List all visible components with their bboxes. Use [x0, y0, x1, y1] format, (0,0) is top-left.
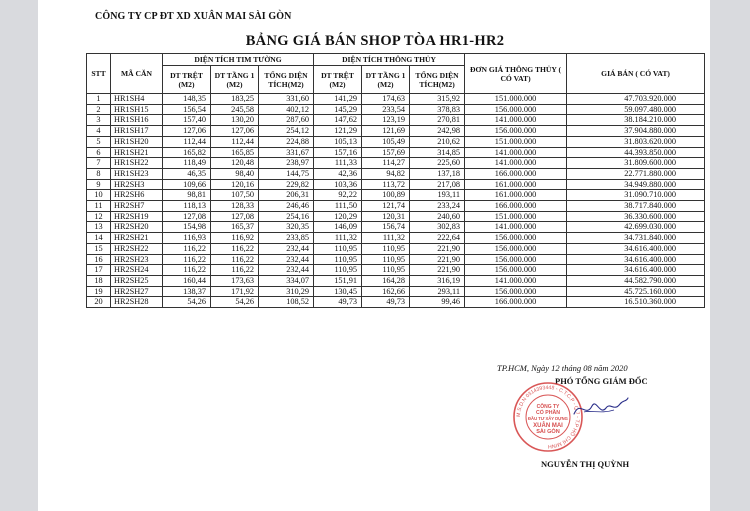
cell-ma-can: HR2SH6 — [111, 190, 163, 201]
cell-don-gia: 151.000.000 — [465, 211, 567, 222]
cell-tang1-tim-tuong: 128,33 — [211, 201, 259, 212]
cell-don-gia: 156.000.000 — [465, 254, 567, 265]
cell-tret-thong-thuy: 42,36 — [314, 168, 362, 179]
cell-tong-tim-tuong: 254,12 — [259, 126, 314, 137]
cell-tong-tim-tuong: 229,82 — [259, 179, 314, 190]
cell-tret-tim-tuong: 157,40 — [163, 115, 211, 126]
table-row — [87, 222, 705, 233]
cell-gia-ban: 34.731.840.000 — [567, 233, 705, 244]
cell-don-gia: 156.000.000 — [465, 233, 567, 244]
cell-ma-can: HR2SH28 — [111, 297, 163, 308]
cell-tong-tim-tuong: 334,07 — [259, 275, 314, 286]
cell-stt: 19 — [87, 286, 111, 297]
cell-stt: 9 — [87, 179, 111, 190]
cell-ma-can: HR1SH23 — [111, 168, 163, 179]
cell-ma-can: HR1SH17 — [111, 126, 163, 137]
cell-tang1-tim-tuong: 173,63 — [211, 275, 259, 286]
cell-ma-can: HR2SH3 — [111, 179, 163, 190]
cell-tret-tim-tuong: 112,44 — [163, 136, 211, 147]
cell-tong-tim-tuong: 331,60 — [259, 94, 314, 105]
cell-ma-can: HR2SH21 — [111, 233, 163, 244]
cell-tret-tim-tuong: 138,37 — [163, 286, 211, 297]
cell-gia-ban: 59.097.480.000 — [567, 104, 705, 115]
cell-tret-tim-tuong: 154,98 — [163, 222, 211, 233]
table-row — [87, 265, 705, 276]
cell-tret-tim-tuong: 116,22 — [163, 254, 211, 265]
cell-tang1-tim-tuong: 165,85 — [211, 147, 259, 158]
header-stt: STT — [87, 54, 111, 94]
cell-ma-can: HR1SH22 — [111, 158, 163, 169]
header-tret-thong-thuy: DT TRỆT (M2) — [314, 66, 362, 94]
cell-tang1-tim-tuong: 245,58 — [211, 104, 259, 115]
cell-stt: 6 — [87, 147, 111, 158]
price-table — [86, 53, 705, 308]
cell-tong-thong-thuy: 222,64 — [410, 233, 465, 244]
cell-gia-ban: 47.703.920.000 — [567, 94, 705, 105]
cell-don-gia: 151.000.000 — [465, 136, 567, 147]
cell-tong-tim-tuong: 224,88 — [259, 136, 314, 147]
cell-gia-ban: 31.090.710.000 — [567, 190, 705, 201]
cell-tong-thong-thuy: 270,81 — [410, 115, 465, 126]
cell-ma-can: HR2SH19 — [111, 211, 163, 222]
cell-don-gia: 166.000.000 — [465, 297, 567, 308]
cell-tong-tim-tuong: 232,44 — [259, 254, 314, 265]
table-row — [87, 136, 705, 147]
cell-tang1-tim-tuong: 116,92 — [211, 233, 259, 244]
cell-gia-ban: 34.616.400.000 — [567, 265, 705, 276]
cell-gia-ban: 31.809.600.000 — [567, 158, 705, 169]
signer-name: NGUYỄN THỊ QUỲNH — [541, 459, 630, 469]
cell-tret-thong-thuy: 151,91 — [314, 275, 362, 286]
cell-ma-can: HR2SH24 — [111, 265, 163, 276]
handwritten-signature — [570, 392, 630, 422]
cell-tong-thong-thuy: 217,08 — [410, 179, 465, 190]
cell-stt: 2 — [87, 104, 111, 115]
cell-tang1-tim-tuong: 165,37 — [211, 222, 259, 233]
company-name: CÔNG TY CP ĐT XD XUÂN MAI SÀI GÒN — [95, 11, 292, 22]
table-row — [87, 190, 705, 201]
cell-tong-tim-tuong: 233,85 — [259, 233, 314, 244]
table-row — [87, 115, 705, 126]
cell-tong-tim-tuong: 232,44 — [259, 265, 314, 276]
cell-tret-tim-tuong: 116,22 — [163, 265, 211, 276]
cell-tret-thong-thuy: 111,32 — [314, 233, 362, 244]
cell-tang1-thong-thuy: 113,72 — [362, 179, 410, 190]
cell-tang1-thong-thuy: 94,82 — [362, 168, 410, 179]
table-row — [87, 168, 705, 179]
cell-stt: 20 — [87, 297, 111, 308]
table-body — [87, 94, 705, 308]
cell-tret-tim-tuong: 109,66 — [163, 179, 211, 190]
cell-tong-thong-thuy: 233,24 — [410, 201, 465, 212]
cell-don-gia: 156.000.000 — [465, 243, 567, 254]
cell-gia-ban: 38.717.840.000 — [567, 201, 705, 212]
cell-stt: 1 — [87, 94, 111, 105]
cell-tang1-tim-tuong: 127,06 — [211, 126, 259, 137]
cell-tang1-tim-tuong: 54,26 — [211, 297, 259, 308]
cell-stt: 18 — [87, 275, 111, 286]
cell-ma-can: HR2SH23 — [111, 254, 163, 265]
cell-tret-tim-tuong: 118,49 — [163, 158, 211, 169]
cell-don-gia: 151.000.000 — [465, 94, 567, 105]
table-row — [87, 254, 705, 265]
cell-ma-can: HR2SH20 — [111, 222, 163, 233]
table-row — [87, 233, 705, 244]
header-tang1-thong-thuy: DT TẦNG 1 (M2) — [362, 66, 410, 94]
cell-tang1-thong-thuy: 111,32 — [362, 233, 410, 244]
cell-tang1-tim-tuong: 116,22 — [211, 243, 259, 254]
cell-gia-ban: 16.510.360.000 — [567, 297, 705, 308]
cell-tong-thong-thuy: 242,98 — [410, 126, 465, 137]
cell-tret-thong-thuy: 92,22 — [314, 190, 362, 201]
stamp-line: XUÂN MAI — [533, 423, 563, 429]
cell-tong-thong-thuy: 210,62 — [410, 136, 465, 147]
cell-tret-thong-thuy: 110,95 — [314, 243, 362, 254]
cell-gia-ban: 38.184.210.000 — [567, 115, 705, 126]
header-tong-thong-thuy: TỔNG DIỆN TÍCH(M2) — [410, 66, 465, 94]
cell-ma-can: HR2SH7 — [111, 201, 163, 212]
table-row — [87, 179, 705, 190]
stamp-line: SÀI GÒN — [536, 429, 560, 435]
cell-tang1-tim-tuong: 171,92 — [211, 286, 259, 297]
cell-tret-thong-thuy: 49,73 — [314, 297, 362, 308]
table-row — [87, 158, 705, 169]
stamp-line: ĐẦU TƯ XÂY DỰNG — [528, 416, 568, 421]
cell-don-gia: 161.000.000 — [465, 179, 567, 190]
cell-tret-tim-tuong: 156,54 — [163, 104, 211, 115]
cell-tret-thong-thuy: 121,29 — [314, 126, 362, 137]
cell-don-gia: 161.000.000 — [465, 190, 567, 201]
header-group-tim-tuong: DIỆN TÍCH TIM TƯỜNG — [163, 54, 314, 66]
cell-tret-tim-tuong: 116,93 — [163, 233, 211, 244]
cell-ma-can: HR1SH4 — [111, 94, 163, 105]
cell-tang1-tim-tuong: 120,16 — [211, 179, 259, 190]
cell-tang1-thong-thuy: 233,54 — [362, 104, 410, 115]
cell-tang1-thong-thuy: 123,19 — [362, 115, 410, 126]
header-ma-can: MÃ CĂN — [111, 54, 163, 94]
stamp-line: CÔNG TY — [536, 404, 560, 410]
cell-tong-thong-thuy: 221,90 — [410, 254, 465, 265]
cell-stt: 14 — [87, 233, 111, 244]
cell-tang1-tim-tuong: 98,40 — [211, 168, 259, 179]
cell-tong-tim-tuong: 144,75 — [259, 168, 314, 179]
cell-tang1-thong-thuy: 114,27 — [362, 158, 410, 169]
cell-don-gia: 166.000.000 — [465, 168, 567, 179]
cell-tang1-thong-thuy: 105,49 — [362, 136, 410, 147]
cell-tong-thong-thuy: 225,60 — [410, 158, 465, 169]
cell-tang1-thong-thuy: 157,69 — [362, 147, 410, 158]
cell-tret-tim-tuong: 54,26 — [163, 297, 211, 308]
cell-tong-tim-tuong: 310,29 — [259, 286, 314, 297]
cell-tang1-thong-thuy: 156,74 — [362, 222, 410, 233]
cell-tret-thong-thuy: 111,33 — [314, 158, 362, 169]
cell-tong-thong-thuy: 221,90 — [410, 243, 465, 254]
cell-tong-thong-thuy: 293,11 — [410, 286, 465, 297]
header-group-thong-thuy: DIỆN TÍCH THÔNG THỦY — [314, 54, 465, 66]
cell-tong-thong-thuy: 137,18 — [410, 168, 465, 179]
table-header — [87, 54, 705, 94]
cell-tret-thong-thuy: 145,29 — [314, 104, 362, 115]
table-row — [87, 286, 705, 297]
cell-tong-thong-thuy: 315,92 — [410, 94, 465, 105]
cell-stt: 3 — [87, 115, 111, 126]
cell-tret-thong-thuy: 147,62 — [314, 115, 362, 126]
cell-tret-thong-thuy: 130,45 — [314, 286, 362, 297]
cell-tong-tim-tuong: 254,16 — [259, 211, 314, 222]
cell-tong-tim-tuong: 206,31 — [259, 190, 314, 201]
cell-tong-tim-tuong: 238,97 — [259, 158, 314, 169]
cell-tret-thong-thuy: 120,29 — [314, 211, 362, 222]
cell-gia-ban: 44.582.790.000 — [567, 275, 705, 286]
cell-tong-thong-thuy: 378,83 — [410, 104, 465, 115]
cell-tong-tim-tuong: 287,60 — [259, 115, 314, 126]
cell-tong-thong-thuy: 221,90 — [410, 265, 465, 276]
cell-tang1-tim-tuong: 130,20 — [211, 115, 259, 126]
cell-don-gia: 156.000.000 — [465, 126, 567, 137]
table-row — [87, 201, 705, 212]
cell-tang1-tim-tuong: 120,48 — [211, 158, 259, 169]
cell-tong-thong-thuy: 302,83 — [410, 222, 465, 233]
cell-tret-thong-thuy: 141,29 — [314, 94, 362, 105]
cell-tang1-tim-tuong: 107,50 — [211, 190, 259, 201]
cell-tang1-tim-tuong: 116,22 — [211, 254, 259, 265]
cell-gia-ban: 34.949.880.000 — [567, 179, 705, 190]
cell-tret-tim-tuong: 127,08 — [163, 211, 211, 222]
cell-tong-thong-thuy: 240,60 — [410, 211, 465, 222]
cell-tang1-tim-tuong: 127,08 — [211, 211, 259, 222]
table-row — [87, 211, 705, 222]
cell-stt: 5 — [87, 136, 111, 147]
cell-tang1-thong-thuy: 49,73 — [362, 297, 410, 308]
cell-ma-can: HR2SH25 — [111, 275, 163, 286]
cell-stt: 10 — [87, 190, 111, 201]
cell-don-gia: 141.000.000 — [465, 115, 567, 126]
cell-tret-thong-thuy: 111,50 — [314, 201, 362, 212]
cell-tong-thong-thuy: 316,19 — [410, 275, 465, 286]
cell-tret-tim-tuong: 148,35 — [163, 94, 211, 105]
cell-tong-tim-tuong: 402,12 — [259, 104, 314, 115]
cell-stt: 8 — [87, 168, 111, 179]
cell-ma-can: HR2SH22 — [111, 243, 163, 254]
cell-stt: 16 — [87, 254, 111, 265]
cell-don-gia: 156.000.000 — [465, 286, 567, 297]
cell-tret-tim-tuong: 116,22 — [163, 243, 211, 254]
cell-stt: 15 — [87, 243, 111, 254]
cell-ma-can: HR1SH21 — [111, 147, 163, 158]
cell-tret-thong-thuy: 146,09 — [314, 222, 362, 233]
cell-tret-thong-thuy: 110,95 — [314, 254, 362, 265]
cell-tret-thong-thuy: 110,95 — [314, 265, 362, 276]
cell-tret-thong-thuy: 157,16 — [314, 147, 362, 158]
cell-tang1-thong-thuy: 164,28 — [362, 275, 410, 286]
cell-don-gia: 141.000.000 — [465, 147, 567, 158]
cell-gia-ban: 34.616.400.000 — [567, 254, 705, 265]
cell-tong-thong-thuy: 314,85 — [410, 147, 465, 158]
cell-ma-can: HR1SH20 — [111, 136, 163, 147]
cell-gia-ban: 34.616.400.000 — [567, 243, 705, 254]
cell-don-gia: 166.000.000 — [465, 201, 567, 212]
cell-tang1-tim-tuong: 112,44 — [211, 136, 259, 147]
cell-tong-thong-thuy: 99,46 — [410, 297, 465, 308]
cell-gia-ban: 44.393.850.000 — [567, 147, 705, 158]
cell-tang1-thong-thuy: 110,95 — [362, 254, 410, 265]
cell-tret-tim-tuong: 127,06 — [163, 126, 211, 137]
cell-ma-can: HR2SH27 — [111, 286, 163, 297]
cell-don-gia: 156.000.000 — [465, 104, 567, 115]
cell-stt: 12 — [87, 211, 111, 222]
cell-don-gia: 141.000.000 — [465, 158, 567, 169]
cell-gia-ban: 45.725.160.000 — [567, 286, 705, 297]
cell-tang1-thong-thuy: 110,95 — [362, 265, 410, 276]
cell-don-gia: 141.000.000 — [465, 222, 567, 233]
table-row — [87, 126, 705, 137]
cell-tret-tim-tuong: 160,44 — [163, 275, 211, 286]
table-row — [87, 147, 705, 158]
header-gia-ban: GIÁ BÁN ( CÓ VAT) — [567, 54, 705, 94]
cell-tret-tim-tuong: 46,35 — [163, 168, 211, 179]
cell-tang1-tim-tuong: 183,25 — [211, 94, 259, 105]
document-title: BẢNG GIÁ BÁN SHOP TÒA HR1-HR2 — [245, 33, 505, 49]
svg-text:M.S.D.N 0314393448 - C.T.C.P -: M.S.D.N 0314393448 - C.T.C.P - Q.7 - T.P HỒ CHÍ MINH — [515, 384, 581, 450]
cell-tong-tim-tuong: 246,46 — [259, 201, 314, 212]
cell-tang1-thong-thuy: 162,66 — [362, 286, 410, 297]
signer-role: PHÓ TỔNG GIÁM ĐỐC — [555, 376, 648, 386]
cell-don-gia: 156.000.000 — [465, 265, 567, 276]
cell-ma-can: HR1SH15 — [111, 104, 163, 115]
cell-tang1-thong-thuy: 110,95 — [362, 243, 410, 254]
cell-tong-tim-tuong: 232,44 — [259, 243, 314, 254]
header-don-gia: ĐƠN GIÁ THÔNG THỦY ( CÓ VAT) — [465, 54, 567, 94]
cell-tang1-thong-thuy: 120,31 — [362, 211, 410, 222]
table-row — [87, 275, 705, 286]
cell-gia-ban: 42.699.030.000 — [567, 222, 705, 233]
cell-stt: 7 — [87, 158, 111, 169]
cell-tang1-thong-thuy: 100,89 — [362, 190, 410, 201]
cell-tret-thong-thuy: 105,13 — [314, 136, 362, 147]
cell-tret-tim-tuong: 118,13 — [163, 201, 211, 212]
cell-tong-tim-tuong: 108,52 — [259, 297, 314, 308]
table-row — [87, 297, 705, 308]
cell-stt: 13 — [87, 222, 111, 233]
cell-stt: 17 — [87, 265, 111, 276]
cell-gia-ban: 37.904.880.000 — [567, 126, 705, 137]
cell-tang1-tim-tuong: 116,22 — [211, 265, 259, 276]
cell-tret-tim-tuong: 165,82 — [163, 147, 211, 158]
cell-tang1-thong-thuy: 121,69 — [362, 126, 410, 137]
cell-tang1-thong-thuy: 121,74 — [362, 201, 410, 212]
header-tang1-tim-tuong: DT TẦNG 1 (M2) — [211, 66, 259, 94]
cell-gia-ban: 31.803.620.000 — [567, 136, 705, 147]
signing-date: TP.HCM, Ngày 12 tháng 08 năm 2020 — [497, 363, 628, 373]
cell-tang1-thong-thuy: 174,63 — [362, 94, 410, 105]
header-tong-tim-tuong: TỔNG DIỆN TÍCH(M2) — [259, 66, 314, 94]
table-row — [87, 94, 705, 105]
header-tret-tim-tuong: DT TRỆT (M2) — [163, 66, 211, 94]
cell-tong-thong-thuy: 193,11 — [410, 190, 465, 201]
cell-stt: 11 — [87, 201, 111, 212]
cell-gia-ban: 36.330.600.000 — [567, 211, 705, 222]
cell-stt: 4 — [87, 126, 111, 137]
cell-tong-tim-tuong: 320,35 — [259, 222, 314, 233]
cell-tret-tim-tuong: 98,81 — [163, 190, 211, 201]
cell-tret-thong-thuy: 103,36 — [314, 179, 362, 190]
table-row — [87, 104, 705, 115]
stamp-line: CỔ PHẦN — [536, 410, 560, 416]
cell-ma-can: HR1SH16 — [111, 115, 163, 126]
cell-don-gia: 141.000.000 — [465, 275, 567, 286]
cell-gia-ban: 22.771.880.000 — [567, 168, 705, 179]
cell-tong-tim-tuong: 331,67 — [259, 147, 314, 158]
table-row — [87, 243, 705, 254]
